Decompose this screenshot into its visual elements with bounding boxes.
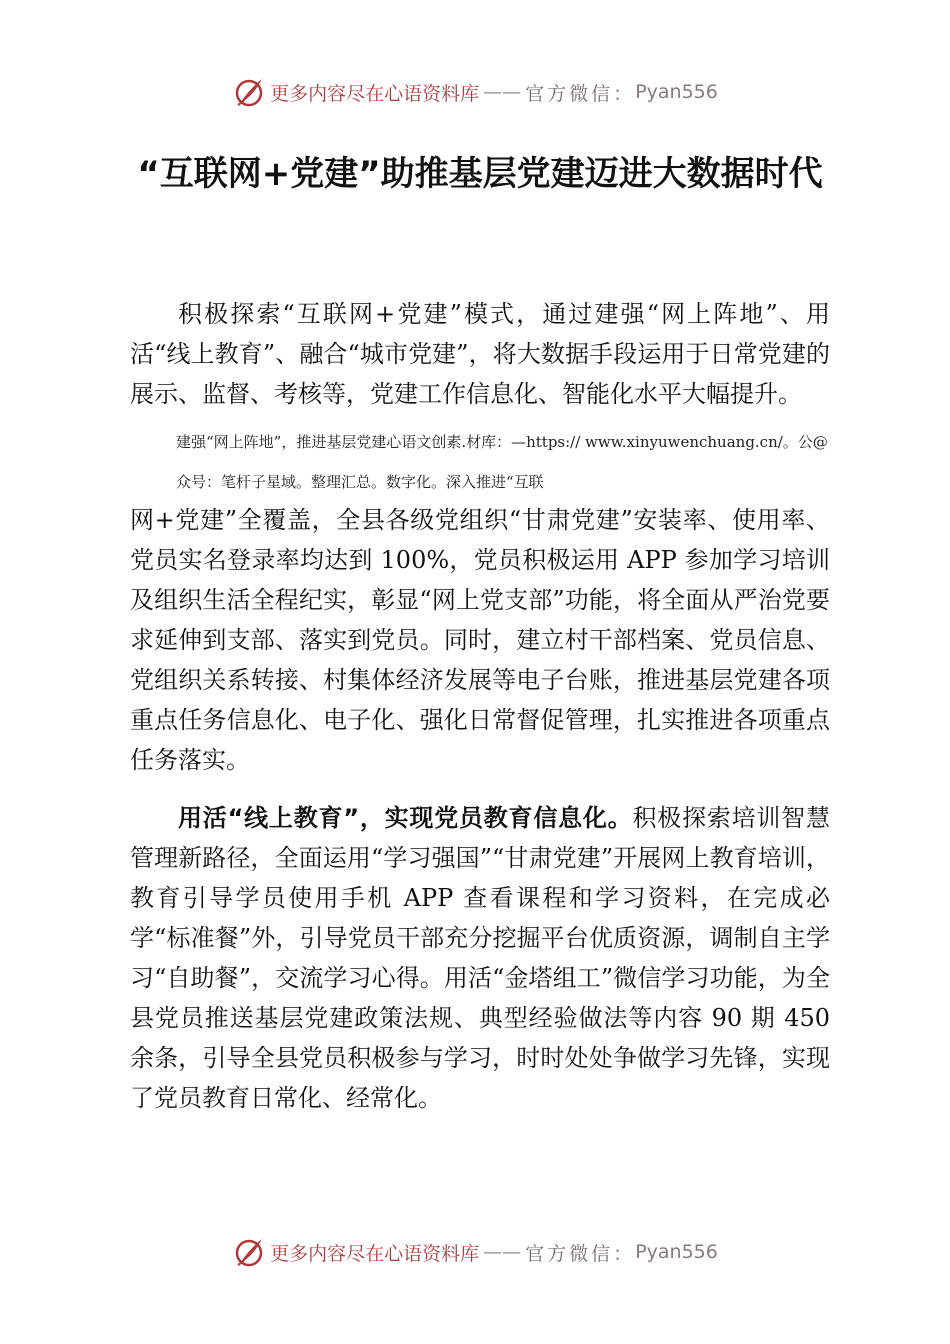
banner-separator: —— (483, 81, 522, 103)
paragraph-1: 积极探索“互联网+党建”模式，通过建强“网上阵地”、用 活“线上教育”、融合“城市党建”，将大数据手段运用于日常党建的展示、监督、考核等，党建工作信息化、智能化水平大幅提升。 (130, 300, 830, 408)
watermark-note: 建强“网上阵地”，推进基层党建心语文创素.材库：—https:// www.xinyuwenchuang.cn/。公@众号：笔杆子星域。整理汇总。数字化。深入推进“互联 (176, 433, 828, 491)
paragraph-3-body: 积极探索培训智慧管理新路径，全面运用“学习强国”“甘肃党建”开展网上教育培训，教育引导学员使用手机 APP 查看课程和学习资料，在完成必学“标准餐”外，引导党员干部充分挖掘平台优质资源，调制自主学习“自助餐”，交流学习心得。用活“金塔组工”微信学习功能，为全县党员推送基层党建政策法规、典型经验做法等内容 90 期 450 余条，引导全县党员积极参与学习，时时处处争做学习先锋，实现了党员教育日常化、经常化。 (130, 804, 831, 1112)
banner-text: 更多内容尽在心语资料库 (270, 1242, 480, 1265)
banner-separator: —— (483, 1241, 522, 1263)
banner-wechat-id: Pyan556 (635, 1241, 718, 1263)
quill-ink-logo-icon (232, 1235, 266, 1269)
paragraph-3 (130, 798, 830, 1118)
paragraph-3-lead: 用活“线上教育”，实现党员教育信息化。 (178, 804, 633, 832)
footer-banner (0, 1232, 950, 1272)
paragraph-2: 网+党建”全覆盖，全县各级党组织“甘肃党建”安装率、使用率、 党员实名登录率均达到 100%，党员积极运用 APP 参加学习培训及组织生活全程纪实，彰显“网上党支部”功能，将全面从严治党要求延伸到支部、落实到党员。同时，建立村干部档案、党员信息、党组织关系转接、村集体经济发展等电子台账，推进基层党建各项重点任务信息化、电子化、强化日常督促管理，扎实推进各项重点任务落实。 (130, 506, 830, 774)
page-title: “互联网+党建”助推基层党建迈进大数据时代 (137, 154, 823, 194)
quill-ink-logo-icon (232, 75, 266, 109)
banner-wechat-id: Pyan556 (635, 81, 718, 103)
banner-wechat-label: 官方微信： (525, 1242, 636, 1265)
document-body (130, 294, 830, 1118)
banner-wechat-label: 官方微信： (525, 82, 636, 105)
banner-text: 更多内容尽在心语资料库 (270, 82, 480, 105)
header-banner (0, 72, 950, 112)
